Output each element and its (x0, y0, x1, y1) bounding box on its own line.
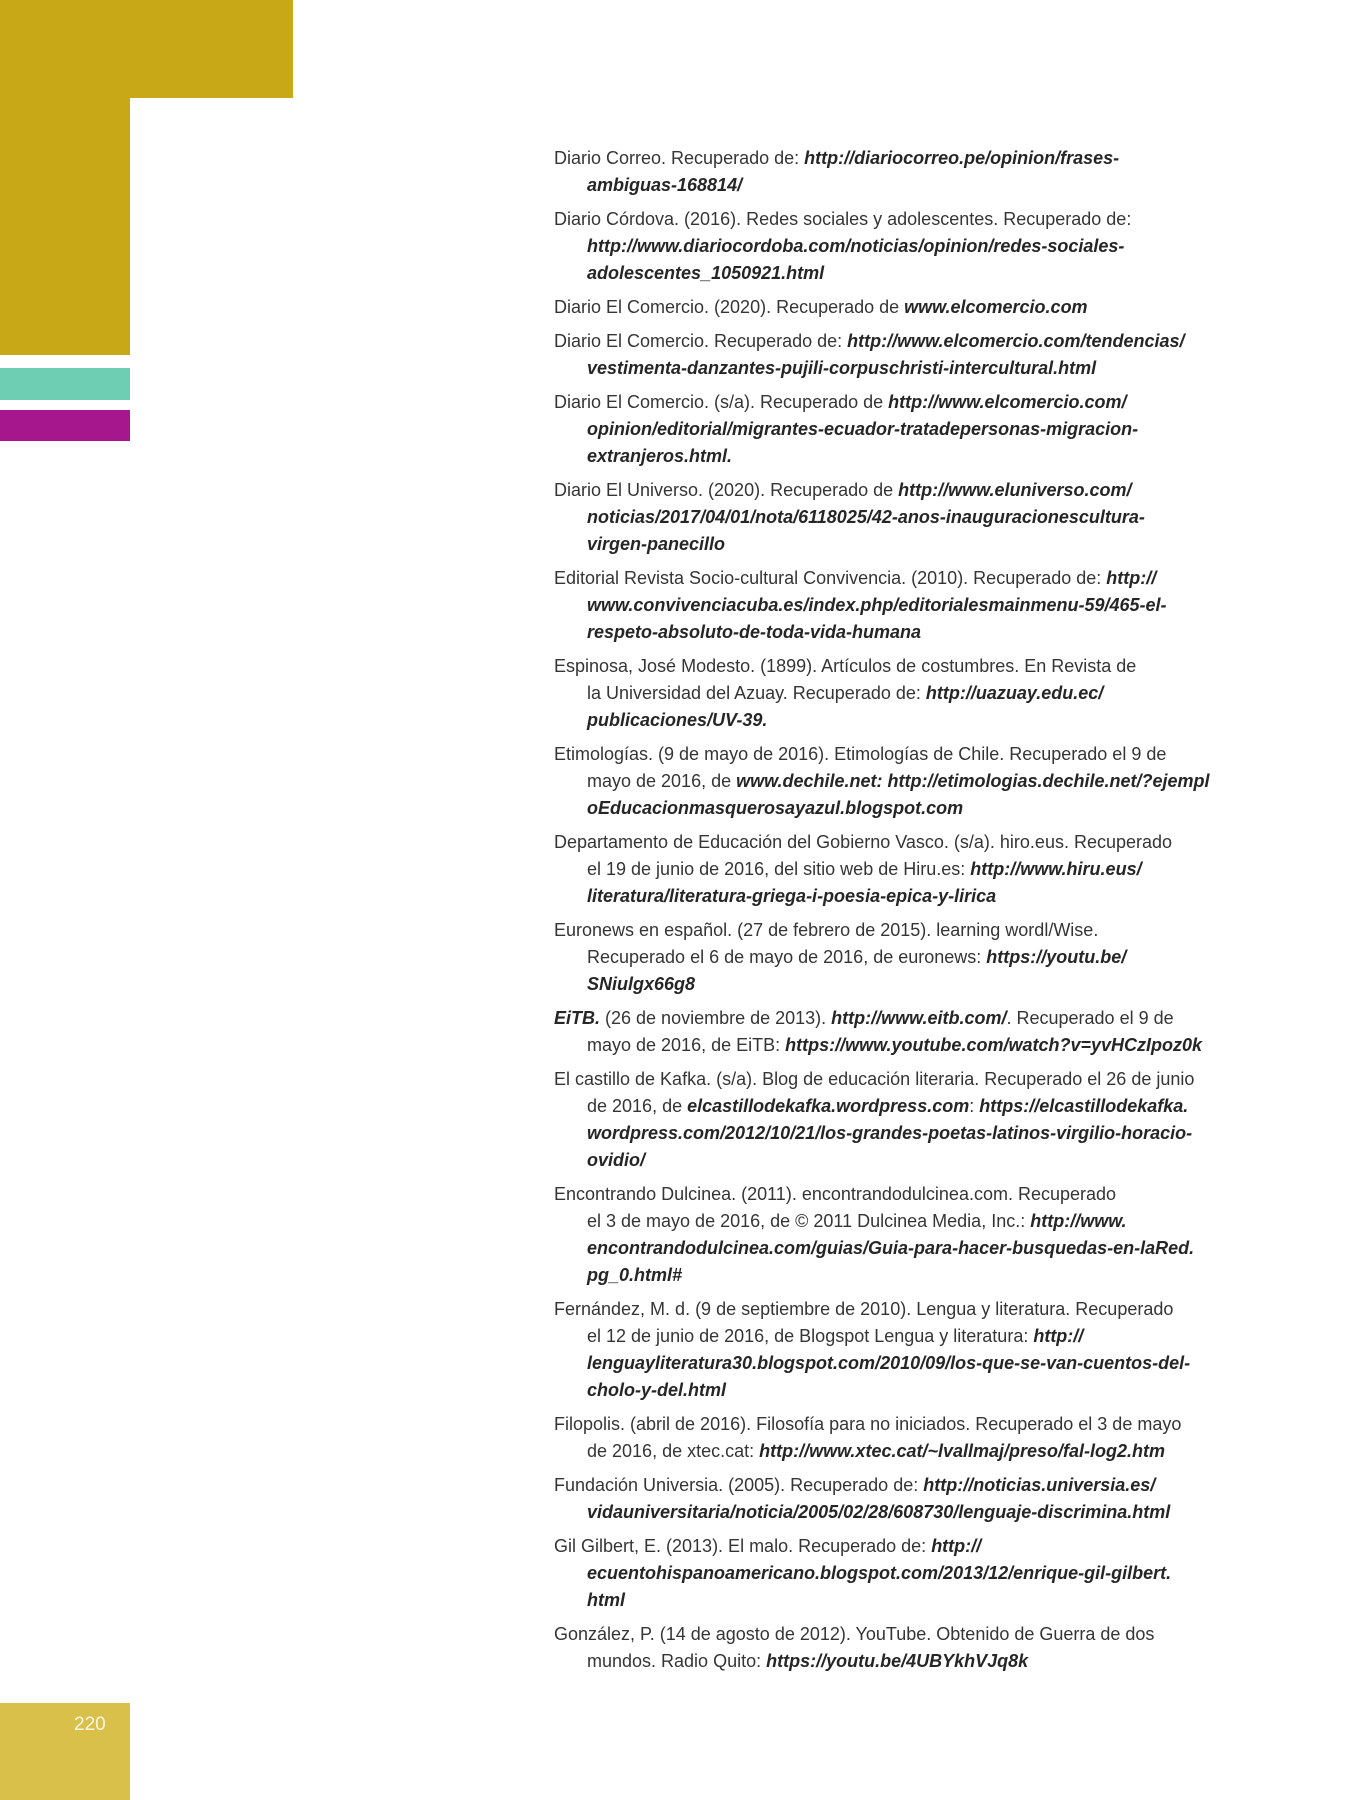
reference-text: (26 de noviembre de 2013). (600, 1008, 832, 1028)
reference-entry (554, 145, 1254, 199)
reference-text: Departamento de Educación del Gobierno Vasco. (s/a). hiro.eus. Recuperado (554, 832, 1173, 852)
reference-text: Filopolis. (abril de 2016). Filosofía para no iniciados. Recuperado el 3 de mayo (554, 1414, 1182, 1434)
reference-link-text: http://www.elcomercio.com/ (888, 392, 1127, 412)
reference-link-text: SNiulgx66g8 (587, 974, 696, 994)
reference-entry (554, 1066, 1254, 1174)
reference-line (554, 531, 1254, 558)
reference-line (554, 1296, 1254, 1323)
references-list (554, 145, 1254, 1682)
reference-entry (554, 206, 1254, 287)
reference-link-text: http://www.eitb.com/ (831, 1008, 1007, 1028)
reference-line (554, 707, 1254, 734)
reference-entry (554, 1005, 1254, 1059)
reference-line (554, 1533, 1254, 1560)
reference-link-text: elcastillodekafka.wordpress.com (687, 1096, 970, 1116)
reference-link-text: EiTB. (554, 1008, 601, 1028)
reference-text: de 2016, de xtec.cat: (587, 1441, 760, 1461)
reference-line (554, 917, 1254, 944)
reference-line (554, 1648, 1254, 1675)
reference-entry (554, 328, 1254, 382)
reference-entry (554, 653, 1254, 734)
reference-link-text: html (587, 1590, 625, 1610)
reference-link-text: publicaciones/UV-39. (587, 710, 768, 730)
reference-line (554, 1377, 1254, 1404)
page-number: 220 (74, 1714, 106, 1735)
reference-link-text: http://www. (1030, 1211, 1127, 1231)
reference-line (554, 653, 1254, 680)
reference-entry (554, 1621, 1254, 1675)
reference-line (554, 768, 1254, 795)
reference-line (554, 172, 1254, 199)
gold-side-bar (0, 98, 130, 355)
reference-link-text: respeto-absoluto-de-toda-vida-humana (587, 622, 922, 642)
reference-line (554, 1032, 1254, 1059)
reference-link-text: www.dechile.net: http://etimologias.dechile.net/?ejempl (736, 771, 1210, 791)
reference-line (554, 856, 1254, 883)
reference-text: Editorial Revista Socio-cultural Convivencia. (2010). Recuperado de: (554, 568, 1107, 588)
reference-line (554, 1066, 1254, 1093)
reference-link-text: http://diariocorreo.pe/opinion/frases- (804, 148, 1120, 168)
reference-line (554, 795, 1254, 822)
reference-link-text: http:// (931, 1536, 982, 1556)
reference-line (554, 260, 1254, 287)
reference-link-text: adolescentes_1050921.html (587, 263, 825, 283)
reference-entry (554, 477, 1254, 558)
reference-link-text: http://www.eluniverso.com/ (898, 480, 1132, 500)
reference-text: Diario El Comercio. (s/a). Recuperado de (554, 392, 889, 412)
reference-line (554, 443, 1254, 470)
reference-line (554, 1587, 1254, 1614)
reference-text: Gil Gilbert, E. (2013). El malo. Recuperado de: (554, 1536, 932, 1556)
reference-line (554, 1005, 1254, 1032)
reference-entry (554, 1296, 1254, 1404)
reference-text: mayo de 2016, de (587, 771, 737, 791)
reference-line (554, 504, 1254, 531)
reference-link-text: https://youtu.be/4UBYkhVJq8k (766, 1651, 1029, 1671)
reference-line (554, 477, 1254, 504)
reference-line (554, 565, 1254, 592)
reference-line (554, 1411, 1254, 1438)
reference-line (554, 1093, 1254, 1120)
reference-text: El castillo de Kafka. (s/a). Blog de educación literaria. Recuperado el 26 de junio (554, 1069, 1195, 1089)
reference-text: Fundación Universia. (2005). Recuperado de: (554, 1475, 924, 1495)
reference-link-text: https://youtu.be/ (986, 947, 1127, 967)
page-number-block (0, 1703, 130, 1800)
reference-line (554, 355, 1254, 382)
gold-header-block (0, 0, 293, 98)
reference-line (554, 1499, 1254, 1526)
reference-text: Diario El Comercio. (2020). Recuperado de (554, 297, 905, 317)
reference-link-text: cholo-y-del.html (587, 1380, 726, 1400)
reference-entry (554, 1411, 1254, 1465)
reference-text: la Universidad del Azuay. Recuperado de: (587, 683, 926, 703)
reference-link-text: http://www.hiru.eus/ (970, 859, 1142, 879)
reference-link-text: http:// (1106, 568, 1157, 588)
reference-link-text: ambiguas-168814/ (587, 175, 743, 195)
reference-link-text: literatura/literatura-griega-i-poesia-epica-y-lirica (587, 886, 997, 906)
reference-link-text: opinion/editorial/migrantes-ecuador-tratadepersonas-migracion- (587, 419, 1139, 439)
magenta-accent-strip (0, 410, 130, 441)
reference-link-text: vestimenta-danzantes-pujili-corpuschristi-intercultural.html (587, 358, 1097, 378)
reference-line (554, 206, 1254, 233)
reference-text: Espinosa, José Modesto. (1899). Artículos de costumbres. En Revista de (554, 656, 1137, 676)
reference-line (554, 1621, 1254, 1648)
reference-line (554, 389, 1254, 416)
reference-link-text: http://noticias.universia.es/ (923, 1475, 1156, 1495)
reference-line (554, 1560, 1254, 1587)
reference-text: el 3 de mayo de 2016, de © 2011 Dulcinea Media, Inc.: (587, 1211, 1031, 1231)
reference-line (554, 1120, 1254, 1147)
reference-link-text: http:// (1033, 1326, 1084, 1346)
reference-text: Encontrando Dulcinea. (2011). encontrandodulcinea.com. Recuperado (554, 1184, 1117, 1204)
reference-entry (554, 741, 1254, 822)
reference-text: Euronews en español. (27 de febrero de 2015). learning wordl/Wise. (554, 920, 1099, 940)
reference-link-text: www.elcomercio.com (904, 297, 1088, 317)
reference-link-text: http://www.diariocordoba.com/noticias/opinion/redes-sociales- (587, 236, 1125, 256)
reference-entry (554, 565, 1254, 646)
reference-text: mayo de 2016, de EiTB: (587, 1035, 786, 1055)
reference-line (554, 829, 1254, 856)
reference-entry (554, 1533, 1254, 1614)
reference-line (554, 1472, 1254, 1499)
reference-text: Diario El Universo. (2020). Recuperado de (554, 480, 899, 500)
reference-text: Diario Córdova. (2016). Redes sociales y adolescentes. Recuperado de: (554, 209, 1132, 229)
reference-entry (554, 389, 1254, 470)
reference-entry (554, 1181, 1254, 1289)
reference-link-text: noticias/2017/04/01/nota/6118025/42-anos-inauguracionescultura- (587, 507, 1145, 527)
reference-line (554, 1181, 1254, 1208)
reference-text: : (969, 1096, 980, 1116)
reference-line (554, 1208, 1254, 1235)
reference-text: el 12 de junio de 2016, de Blogspot Lengua y literatura: (587, 1326, 1034, 1346)
reference-line (554, 971, 1254, 998)
reference-line (554, 1147, 1254, 1174)
reference-text: Fernández, M. d. (9 de septiembre de 2010). Lengua y literatura. Recuperado (554, 1299, 1174, 1319)
reference-text: Diario Correo. Recuperado de: (554, 148, 805, 168)
reference-entry (554, 829, 1254, 910)
reference-text: de 2016, de (587, 1096, 688, 1116)
reference-line (554, 741, 1254, 768)
reference-line (554, 619, 1254, 646)
reference-link-text: wordpress.com/2012/10/21/los-grandes-poetas-latinos-virgilio-horacio- (587, 1123, 1193, 1143)
reference-text: mundos. Radio Quito: (587, 1651, 767, 1671)
reference-link-text: lenguayliteratura30.blogspot.com/2010/09/los-que-se-van-cuentos-del- (587, 1353, 1191, 1373)
reference-text: Recuperado el 6 de mayo de 2016, de euronews: (587, 947, 987, 967)
reference-link-text: http://uazuay.edu.ec/ (925, 683, 1104, 703)
reference-line (554, 1350, 1254, 1377)
reference-entry (554, 1472, 1254, 1526)
reference-text: . Recuperado el 9 de (1006, 1008, 1174, 1028)
reference-link-text: oEducacionmasquerosayazul.blogspot.com (587, 798, 964, 818)
reference-link-text: www.convivenciacuba.es/index.php/editorialesmainmenu-59/465-el- (587, 595, 1167, 615)
reference-link-text: extranjeros.html. (587, 446, 733, 466)
reference-line (554, 1323, 1254, 1350)
reference-line (554, 1438, 1254, 1465)
reference-link-text: ovidio/ (587, 1150, 645, 1170)
reference-link-text: pg_0.html# (587, 1265, 683, 1285)
reference-line (554, 328, 1254, 355)
reference-line (554, 145, 1254, 172)
reference-link-text: virgen-panecillo (587, 534, 726, 554)
reference-link-text: encontrandodulcinea.com/guias/Guia-para-hacer-busquedas-en-laRed. (587, 1238, 1195, 1258)
reference-line (554, 294, 1254, 321)
reference-line (554, 592, 1254, 619)
reference-link-text: https://www.youtube.com/watch?v=yvHCzIpoz0k (785, 1035, 1203, 1055)
reference-text: Etimologías. (9 de mayo de 2016). Etimologías de Chile. Recuperado el 9 de (554, 744, 1167, 764)
reference-entry (554, 917, 1254, 998)
reference-line (554, 1235, 1254, 1262)
reference-line (554, 883, 1254, 910)
reference-text: González, P. (14 de agosto de 2012). YouTube. Obtenido de Guerra de dos (554, 1624, 1155, 1644)
reference-line (554, 1262, 1254, 1289)
reference-line (554, 944, 1254, 971)
reference-link-text: ecuentohispanoamericano.blogspot.com/2013/12/enrique-gil-gilbert. (587, 1563, 1172, 1583)
reference-link-text: http://www.xtec.cat/~lvallmaj/preso/fal-log2.htm (759, 1441, 1166, 1461)
reference-text: el 19 de junio de 2016, del sitio web de Hiru.es: (587, 859, 971, 879)
reference-text: Diario El Comercio. Recuperado de: (554, 331, 848, 351)
reference-line (554, 680, 1254, 707)
reference-line (554, 233, 1254, 260)
teal-accent-strip (0, 368, 130, 400)
reference-link-text: https://elcastillodekafka. (979, 1096, 1189, 1116)
reference-link-text: vidauniversitaria/noticia/2005/02/28/608730/lenguaje-discrimina.html (587, 1502, 1171, 1522)
reference-entry (554, 294, 1254, 321)
reference-link-text: http://www.elcomercio.com/tendencias/ (847, 331, 1185, 351)
reference-line (554, 416, 1254, 443)
